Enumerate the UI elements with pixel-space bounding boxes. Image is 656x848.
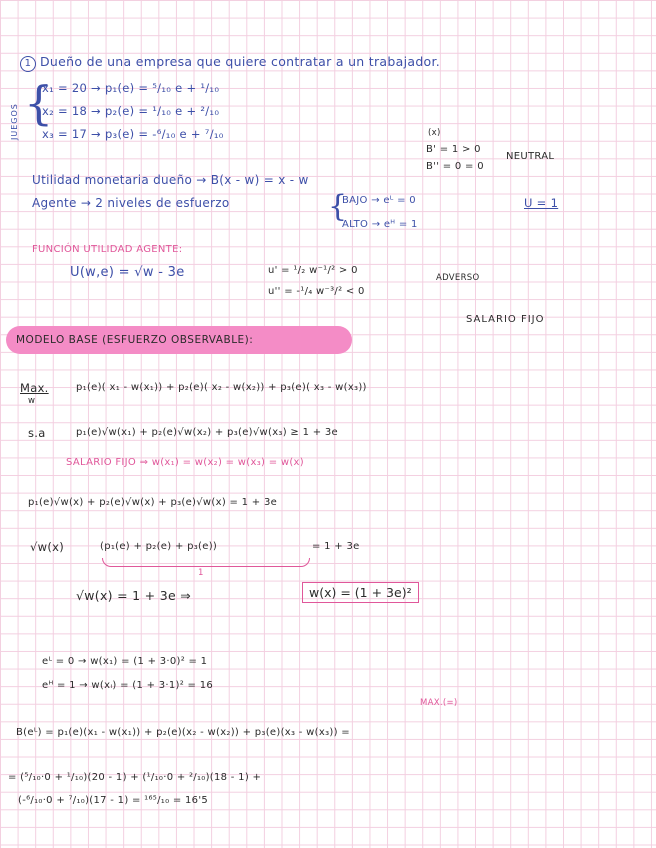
agent-first-derivative: u' = ¹/₂ w⁻¹/² > 0: [268, 265, 358, 276]
agent-function-heading: FUNCIÓN UTILIDAD AGENTE:: [32, 244, 183, 255]
agent-effort-levels: Agente → 2 niveles de esfuerzo: [32, 196, 230, 210]
outcome-1: x₁ = 20 → p₁(e) = ⁵/₁₀ e + ¹/₁₀: [42, 81, 220, 95]
max-sub: w: [28, 396, 36, 406]
problem-title: [20, 54, 440, 72]
adverso-label: ADVERSO: [436, 273, 480, 283]
probability-sum: (p₁(e) + p₂(e) + p₃(e)): [100, 541, 218, 552]
b-x-label: (x): [428, 128, 441, 138]
probability-sum-value: 1: [198, 568, 204, 578]
juegos-label: JUEGOS: [10, 103, 19, 140]
problem-number: 1: [20, 56, 36, 72]
agent-second-derivative: u'' = -¹/₄ w⁻³/² < 0: [268, 286, 365, 297]
benefit-low-effort: B(eᴸ) = p₁(e)(x₁ - w(x₁)) + p₂(e)(x₂ - w(x₂)) + p₃(e)(x₃ - w(x₃)) =: [16, 727, 350, 738]
outcome-3: x₃ = 17 → p₃(e) = -⁶/₁₀ e + ⁷/₁₀: [42, 127, 224, 141]
b-first-derivative: B' = 1 > 0: [426, 144, 481, 155]
objective-function: p₁(e)( x₁ - w(x₁)) + p₂(e)( x₂ - w(x₂)) + p₃(e)( x₃ - w(x₃)): [76, 382, 367, 393]
wage-high-effort: eᴴ = 1 → w(xᵢ) = (1 + 3·1)² = 16: [42, 680, 214, 691]
max-note: MAX.(=): [420, 698, 458, 708]
reservation-utility: U = 1: [524, 196, 559, 210]
participation-constraint: p₁(e)√w(x₁) + p₂(e)√w(x₂) + p₃(e)√w(x₃) ≥ 1 + 3e: [76, 427, 338, 438]
neutral-label: NEUTRAL: [506, 151, 555, 162]
outcomes-brace: {: [24, 76, 54, 130]
outcome-2: x₂ = 18 → p₂(e) = ¹/₁₀ e + ²/₁₀: [42, 104, 220, 118]
calculation-line-1: = (⁵/₁₀·0 + ¹/₁₀)(20 - 1) + (¹/₁₀·0 + ²/₁₀)(18 - 1) +: [8, 772, 262, 783]
b-second-derivative: B'' = 0 = 0: [426, 161, 484, 172]
optimal-wage-box: w(x) = (1 + 3e)²: [302, 582, 419, 603]
probability-underbrace: [102, 558, 310, 567]
factor-rhs: = 1 + 3e: [312, 541, 360, 552]
sqrt-w: √w(x): [30, 540, 65, 554]
constraint-fixed-salary: p₁(e)√w(x) + p₂(e)√w(x) + p₃(e)√w(x) = 1 + 3e: [28, 497, 278, 508]
effort-high: ALTO → eᴴ = 1: [342, 219, 418, 230]
salario-fijo-label: SALARIO FIJO: [466, 314, 545, 325]
sa-label: s.a: [28, 426, 46, 440]
effort-brace: {: [328, 189, 348, 224]
effort-low: BAJO → eᴸ = 0: [342, 195, 416, 206]
owner-utility: Utilidad monetaria dueño → B(x - w) = x - w: [32, 173, 309, 187]
sqrt-result: √w(x) = 1 + 3e ⇒: [76, 588, 192, 603]
fixed-salary-condition: SALARIO FIJO ⇒ w(x₁) = w(x₂) = w(x₃) = w(x): [66, 457, 304, 468]
max-label: Max.: [20, 381, 49, 395]
agent-utility-formula: U(w,e) = √w - 3e: [70, 265, 185, 280]
wage-low-effort: eᴸ = 0 → w(x₁) = (1 + 3·0)² = 1: [42, 656, 208, 667]
problem-statement: Dueño de una empresa que quiere contratar a un trabajador.: [40, 54, 441, 69]
calculation-line-2: (-⁶/₁₀·0 + ⁷/₁₀)(17 - 1) = ¹⁶⁵/₁₀ = 16'5: [18, 795, 209, 806]
model-banner: MODELO BASE (ESFUERZO OBSERVABLE):: [6, 326, 352, 354]
